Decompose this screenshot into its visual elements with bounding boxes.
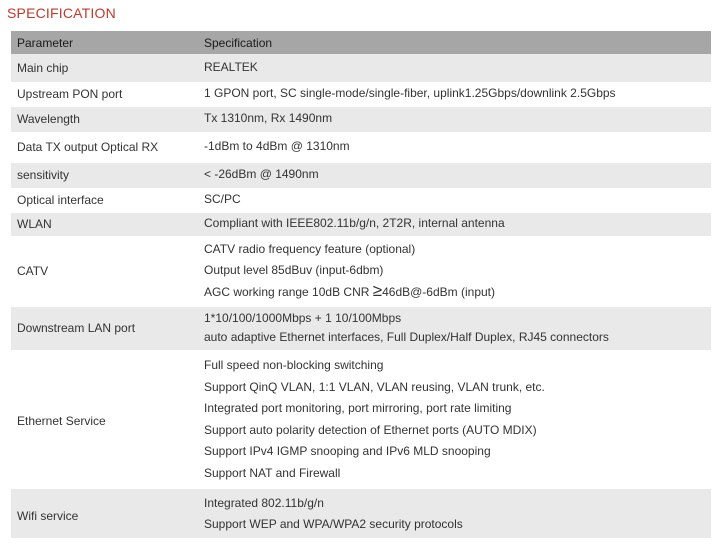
row-param: Main chip xyxy=(11,54,198,82)
spec-line: Integrated port monitoring, port mirroring, port rate limiting xyxy=(204,401,512,415)
row-spec xyxy=(198,132,711,162)
row-spec xyxy=(198,82,711,106)
table-row xyxy=(11,82,711,106)
table-row xyxy=(11,132,711,162)
agc-text: AGC working range 10dB CNR xyxy=(204,284,373,299)
row-spec xyxy=(198,106,711,132)
spec-line: Full speed non-blocking switching xyxy=(204,358,384,372)
spec-line: 1*10/100/1000Mbps + 1 10/100Mbps xyxy=(204,311,402,325)
spec-line-agc xyxy=(204,282,705,304)
row-param: sensitivity xyxy=(11,162,198,188)
header-parameter: Parameter xyxy=(11,31,198,54)
spec-line: Output level 85dBuv (input-6dbm) xyxy=(204,263,384,278)
table-row xyxy=(11,212,711,236)
spec-line: Integrated 802.11b/g/n xyxy=(204,495,324,510)
table-row xyxy=(11,350,711,488)
spec-line: SC/PC xyxy=(204,192,241,207)
spec-line: Support QinQ VLAN, 1:1 VLAN, VLAN reusing, VLAN trunk, etc. xyxy=(204,379,545,394)
page-title: SPECIFICATION xyxy=(7,5,116,21)
table-row xyxy=(11,54,711,82)
row-param: CATV xyxy=(11,236,198,306)
table-row xyxy=(11,106,711,132)
spec-line: Tx 1310nm, Rx 1490nm xyxy=(204,111,333,126)
greater-equal-symbol: ≥ xyxy=(372,280,383,300)
table-row xyxy=(11,188,711,212)
agc-value: 46dB@-6dBm (input) xyxy=(382,284,495,299)
table-row xyxy=(11,306,711,350)
row-spec xyxy=(198,488,711,538)
row-spec xyxy=(198,350,711,488)
row-param: Upstream PON port xyxy=(11,82,198,106)
spec-line: REALTEK xyxy=(204,60,258,74)
specification-table xyxy=(11,31,711,539)
spec-line: Compliant with IEEE802.11b/g/n, 2T2R, internal antenna xyxy=(204,216,505,231)
spec-line: CATV radio frequency feature (optional) xyxy=(204,241,416,256)
row-param: Data TX output Optical RX xyxy=(11,132,198,162)
row-spec xyxy=(198,188,711,212)
spec-line: auto adaptive Ethernet interfaces, Full Duplex/Half Duplex, RJ45 connectors xyxy=(204,330,609,344)
row-param: Wifi service xyxy=(11,488,198,538)
spec-line: Support WEP and WPA/WPA2 security protocols xyxy=(204,517,463,531)
row-spec xyxy=(198,162,711,188)
header-specification: Specification xyxy=(198,31,711,54)
table-row xyxy=(11,236,711,306)
table-row xyxy=(11,162,711,188)
spec-line: Support IPv4 IGMP snooping and IPv6 MLD snooping xyxy=(204,444,491,458)
spec-line: Support auto polarity detection of Ethernet ports (AUTO MDIX) xyxy=(204,422,537,437)
table-header-row xyxy=(11,31,711,54)
table-row xyxy=(11,488,711,538)
row-param: WLAN xyxy=(11,212,198,236)
row-param: Optical interface xyxy=(11,188,198,212)
spec-line: < -26dBm @ 1490nm xyxy=(204,167,319,182)
row-param: Wavelength xyxy=(11,106,198,132)
row-spec xyxy=(198,54,711,82)
spec-line: Support NAT and Firewall xyxy=(204,465,341,480)
row-spec xyxy=(198,236,711,306)
row-param: Downstream LAN port xyxy=(11,306,198,350)
row-param: Ethernet Service xyxy=(11,350,198,488)
row-spec xyxy=(198,306,711,350)
spec-line: 1 GPON port, SC single-mode/single-fiber, uplink1.25Gbps/downlink 2.5Gbps xyxy=(204,86,616,101)
row-spec xyxy=(198,212,711,236)
spec-line: -1dBm to 4dBm @ 1310nm xyxy=(204,139,350,154)
